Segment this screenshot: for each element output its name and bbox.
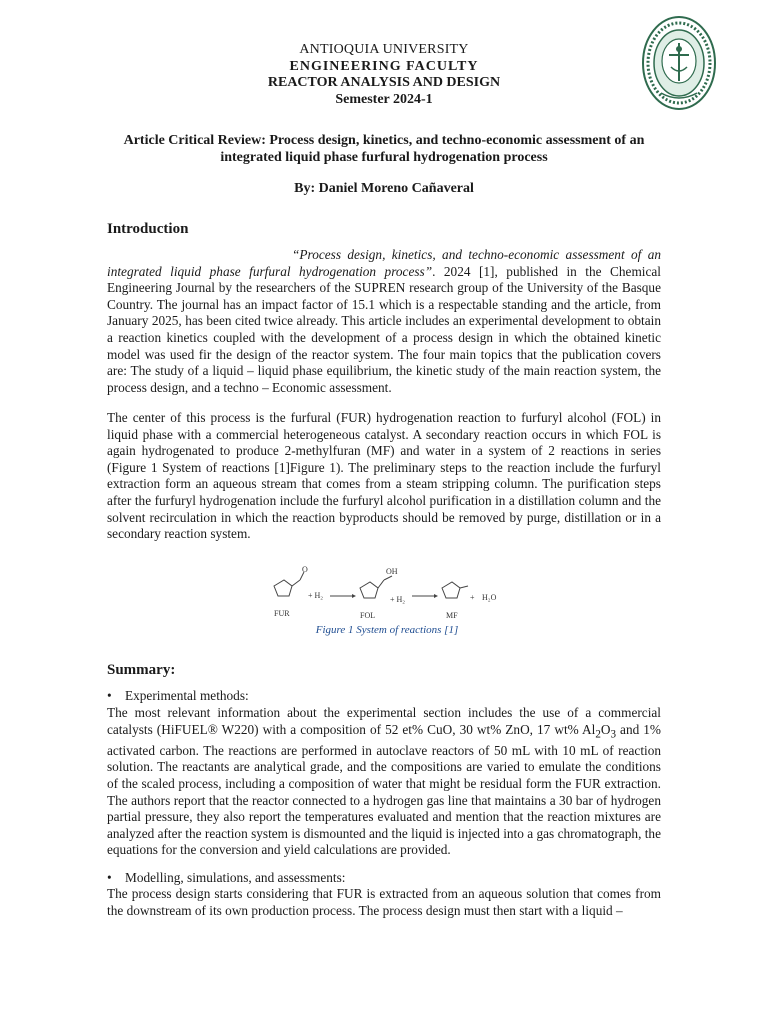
cited-article-title: “Process design, kinetics, and techno-economic assessment of an integrated liquid phase furfural hydrogenation process” <box>107 247 661 279</box>
plus-sign: + <box>470 593 475 602</box>
introduction-paragraph-1 <box>107 247 661 396</box>
water-label: H₂O <box>482 593 497 602</box>
course-name: REACTOR ANALYSIS AND DESIGN <box>267 75 501 90</box>
fur-label: FUR <box>274 609 290 618</box>
bullet-dot: • <box>107 688 112 703</box>
author-byline: By: Daniel Moreno Cañaveral <box>294 181 474 196</box>
introduction-paragraph-2: The center of this process is the furfural (FUR) hydrogenation reaction to furfuryl alcohol (FOL) in liquid phase with a commercial heterogeneous catalyst. A secondary reaction occurs in which FOL is again hydrogenated to produce 2-methylfuran (MF) and water in a system of 2 reactions in series (Figure 1 System of reactions [1]Figure 1). The preliminary steps to the reaction include the furfuryl extraction form an aqueous stream that comes from a steam stripping column. The purification steps after the furfuryl hydrogenation include the furfuryl alcohol purification in a distillation column and the solvent recirculation in which the reaction byproducts should be removed by purge, distillation or in a secondary reaction system. <box>107 410 661 542</box>
bullet-experimental-methods <box>107 688 249 705</box>
fur-carbonyl-label: O <box>302 566 308 574</box>
semester: Semester 2024-1 <box>335 91 433 107</box>
university-name: ANTIOQUIA UNIVERSITY <box>299 42 469 57</box>
reaction-scheme-figure <box>262 566 512 626</box>
fol-label: FOL <box>360 611 376 620</box>
university-seal-icon <box>641 15 717 111</box>
reaction-arrow-1-head <box>352 594 356 598</box>
experimental-text-a: The most relevant information about the experimental section includes the use of a commercial catalysts (HiFUEL® W220) with a composition of 52 et% CuO, 30 wt% ZnO, 17 wt% Al <box>107 705 661 737</box>
introduction-heading: Introduction <box>107 221 189 237</box>
h2-label-2: + H₂ <box>390 595 406 604</box>
introduction-paragraph-1-text: . 2024 [1], published in the Chemical Engineering Journal by the researchers of the SUPREN research group of the University of the Basque Country. The journal has an impact factor of 15.1 which is a respectable standing and the article, from January 2025, has been cited twice already. This article includes an experimental development to obtain a reaction kinetics coupled with the development of a process design in which the obtained kinetic model was used fir the design of the reactor system. The four main topics that the publication covers are: The study of a liquid – liquid phase equilibrium, the kinetic study of the main reaction system, the process design, and a techno – Economic assessment. <box>107 263 661 395</box>
subscript-2: 2 <box>595 728 601 741</box>
article-title-line1: Article Critical Review: Process design, kinetics, and techno-economic assessment of an <box>123 133 645 148</box>
bullet-experimental-methods-text: Experimental methods: <box>125 688 249 703</box>
subscript-3: 3 <box>610 728 617 741</box>
modelling-paragraph: The process design starts considering that FUR is extracted from an aqueous solution that comes from the downstream of its own production process. The process design must then start with a liquid – <box>107 886 661 918</box>
bullet-modelling <box>107 870 346 887</box>
experimental-text-b: O <box>600 721 611 737</box>
experimental-methods-paragraph <box>107 705 661 859</box>
fur-structure-icon <box>274 572 304 596</box>
article-title-line2: integrated liquid phase furfural hydrogenation process <box>220 150 548 165</box>
fol-structure-icon <box>360 576 392 598</box>
document-header <box>200 42 568 108</box>
h2-label-1: + H₂ <box>308 591 324 600</box>
bullet-dot: • <box>107 870 112 885</box>
mf-structure-icon <box>442 582 468 598</box>
mf-label: MF <box>446 611 458 620</box>
fol-hydroxyl-label: OH <box>386 567 398 576</box>
summary-heading: Summary: <box>107 662 176 678</box>
article-title <box>107 132 661 166</box>
reaction-arrow-2-head <box>434 594 438 598</box>
experimental-text-c: and 1% activated carbon. The reactions are performed in autoclave reactors of 50 mL with 10 mL of reaction solution. The reactants are analytical grade, and the compositions are varied to emulate the conditions of the scaled process, including a composition of water that might be residual form the FUR extraction. The authors report that the reactor connected to a hydrogen gas line that maintains a 30 bar of hydrogen partial pressure, they also report the temperatures evaluated and mention that the reaction mixtures are analyzed after the reaction system is dismounted and the liquid is injected into a gas chromatograph, the equations for the conversion and yield calculations are provided. <box>107 721 661 858</box>
figure-caption: Figure 1 System of reactions [1] <box>315 624 459 636</box>
bullet-modelling-text: Modelling, simulations, and assessments: <box>125 870 346 885</box>
faculty-name: ENGINEERING FACULTY <box>289 58 479 74</box>
